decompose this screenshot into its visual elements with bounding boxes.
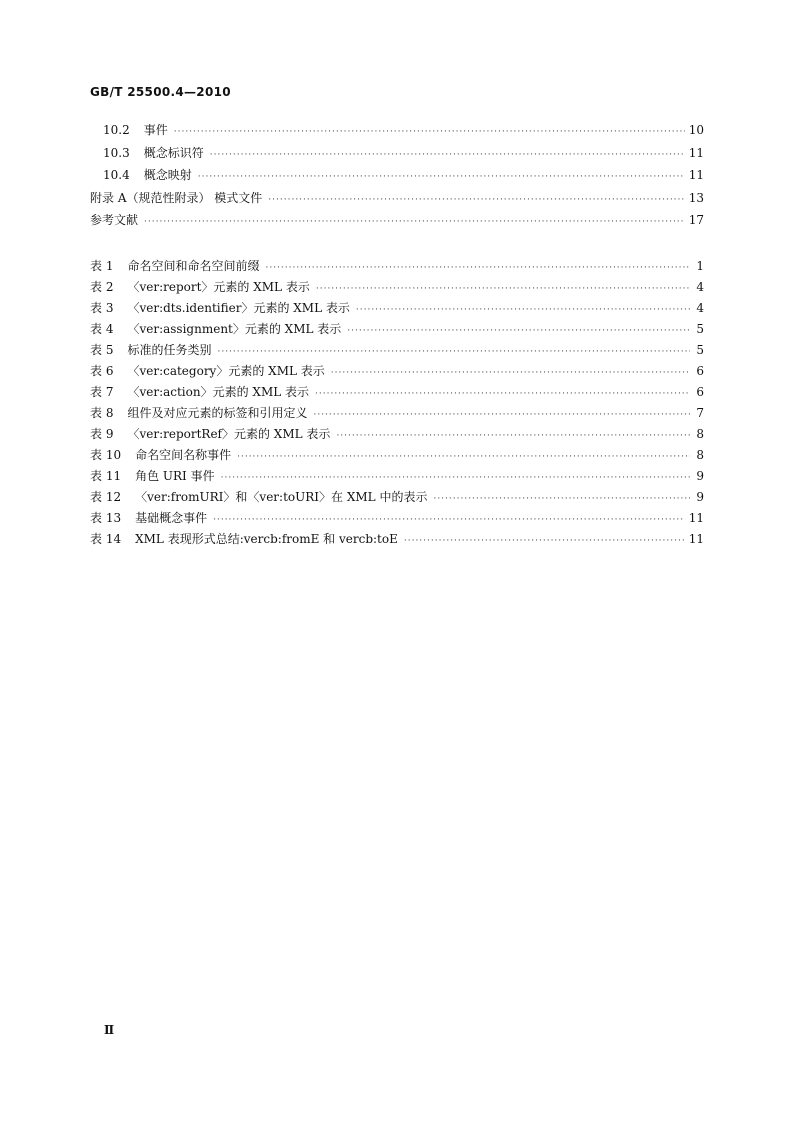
table-title: 〈ver:action〉元素的 XML 表示 xyxy=(127,385,310,399)
dot-leader xyxy=(315,384,690,405)
table-list-entry[interactable] xyxy=(90,277,704,298)
toc-entry-page: 13 xyxy=(688,190,704,205)
toc-entry[interactable] xyxy=(90,119,704,142)
table-number: 表 5 xyxy=(90,343,114,357)
table-title: 角色 URI 事件 xyxy=(135,469,215,483)
table-list-entry[interactable] xyxy=(90,361,704,382)
toc-entry-title: 概念映射 xyxy=(143,168,192,182)
table-number: 表 9 xyxy=(90,427,114,441)
table-title: 标准的任务类别 xyxy=(127,343,212,357)
dot-leader xyxy=(336,426,690,447)
dot-leader xyxy=(331,363,690,384)
table-page: 5 xyxy=(696,343,704,357)
table-title: 〈ver:reportRef〉元素的 XML 表示 xyxy=(127,427,331,441)
table-list-entry[interactable] xyxy=(90,340,704,361)
table-page: 7 xyxy=(696,406,704,420)
dot-leader xyxy=(404,531,685,552)
table-number: 表 6 xyxy=(90,364,114,378)
table-number: 表 13 xyxy=(90,511,122,525)
table-page: 8 xyxy=(696,427,704,441)
toc-entry-title: 事件 xyxy=(143,123,168,137)
table-number: 表 2 xyxy=(90,280,114,294)
toc-entry-title: 参考文献 xyxy=(90,213,139,227)
page-number: Ⅱ xyxy=(104,1023,115,1037)
table-list xyxy=(90,256,704,550)
table-page: 9 xyxy=(696,469,704,483)
toc-entry-references[interactable] xyxy=(90,209,704,232)
dot-leader xyxy=(144,211,685,234)
dot-leader xyxy=(433,489,690,510)
table-number: 表 7 xyxy=(90,385,114,399)
table-title: XML 表现形式总结:vercb:fromE 和 vercb:toE xyxy=(135,532,398,546)
dot-leader xyxy=(268,189,684,212)
table-number: 表 3 xyxy=(90,301,114,315)
table-title: 〈ver:report〉元素的 XML 表示 xyxy=(127,280,310,294)
toc-entry-title: 附录 A（规范性附录） 模式文件 xyxy=(90,190,263,205)
toc-entry-number: 10.3 xyxy=(103,145,130,160)
table-page: 11 xyxy=(688,511,704,525)
table-title: 组件及对应元素的标签和引用定义 xyxy=(127,406,308,420)
table-list-entry[interactable] xyxy=(90,319,704,340)
table-number: 表 8 xyxy=(90,406,114,420)
table-page: 9 xyxy=(696,490,704,504)
table-page: 6 xyxy=(696,364,704,378)
table-list-entry[interactable] xyxy=(90,298,704,319)
table-title: 〈ver:category〉元素的 XML 表示 xyxy=(127,364,325,378)
table-number: 表 11 xyxy=(90,469,122,483)
table-list-entry[interactable] xyxy=(90,445,704,466)
table-number: 表 12 xyxy=(90,490,122,504)
table-title: 基础概念事件 xyxy=(135,511,208,525)
table-title: 命名空间名称事件 xyxy=(135,448,232,462)
dot-leader xyxy=(347,321,690,342)
table-page: 5 xyxy=(696,322,704,336)
table-page: 8 xyxy=(696,448,704,462)
table-list-entry[interactable] xyxy=(90,403,704,424)
table-number: 表 14 xyxy=(90,532,122,546)
table-list-entry[interactable] xyxy=(90,256,704,277)
table-page: 6 xyxy=(696,385,704,399)
document-code: GB/T 25500.4—2010 xyxy=(90,85,231,99)
toc-entry-title: 概念标识符 xyxy=(143,145,204,160)
dot-leader xyxy=(265,258,690,279)
dot-leader xyxy=(213,510,685,531)
dot-leader xyxy=(313,405,690,426)
dot-leader xyxy=(174,121,685,144)
toc-entry-number: 10.2 xyxy=(103,123,130,137)
table-page: 1 xyxy=(696,259,704,273)
dot-leader xyxy=(210,144,685,167)
toc-entry-number: 10.4 xyxy=(103,168,130,182)
table-title: 〈ver:dts.identifier〉元素的 XML 表示 xyxy=(127,301,350,315)
toc-entry[interactable] xyxy=(90,164,704,187)
dot-leader xyxy=(217,342,690,363)
table-list-entry[interactable] xyxy=(90,424,704,445)
table-number: 表 4 xyxy=(90,322,114,336)
dot-leader xyxy=(316,279,690,300)
table-number: 表 10 xyxy=(90,448,122,462)
table-list-entry[interactable] xyxy=(90,529,704,550)
table-page: 4 xyxy=(696,301,704,315)
toc-entry[interactable] xyxy=(90,142,704,165)
dot-leader xyxy=(198,166,685,189)
table-list-entry[interactable] xyxy=(90,487,704,508)
table-title: 〈ver:assignment〉元素的 XML 表示 xyxy=(127,322,342,336)
dot-leader xyxy=(221,468,690,489)
table-list-entry[interactable] xyxy=(90,382,704,403)
table-list-entry[interactable] xyxy=(90,466,704,487)
table-page: 11 xyxy=(688,532,704,546)
toc-entry-page: 10 xyxy=(688,123,704,137)
toc-entry-page: 11 xyxy=(688,168,704,182)
toc-entry-appendix-a[interactable] xyxy=(90,187,704,210)
table-page: 4 xyxy=(696,280,704,294)
dot-leader xyxy=(356,300,690,321)
table-list-entry[interactable] xyxy=(90,508,704,529)
table-title: 〈ver:fromURI〉和〈ver:toURI〉在 XML 中的表示 xyxy=(135,490,428,504)
table-number: 表 1 xyxy=(90,259,114,273)
toc-entry-page: 11 xyxy=(688,145,704,160)
toc-sections xyxy=(90,119,704,232)
dot-leader xyxy=(237,447,690,468)
toc-entry-page: 17 xyxy=(688,213,704,227)
table-title: 命名空间和命名空间前缀 xyxy=(127,259,260,273)
